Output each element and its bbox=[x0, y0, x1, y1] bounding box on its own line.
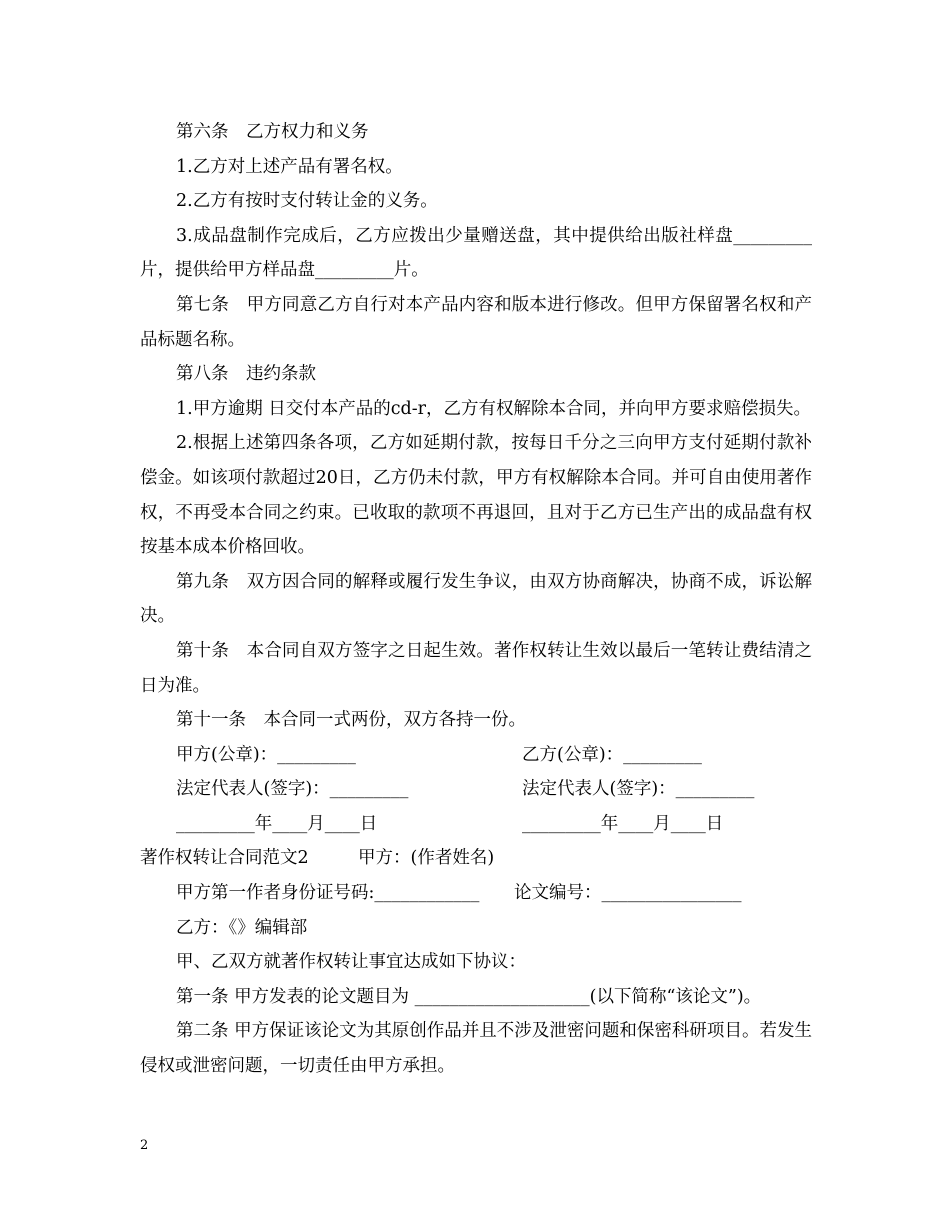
article-11: 第十一条 本合同一式两份，双方各持一份。 bbox=[176, 710, 526, 731]
article-10: 第十条 本合同自双方签字之日起生效。著作权转让生效以最后一笔转让费结清之日为准。 bbox=[140, 640, 812, 696]
author-id-number: 甲方第一作者身份证号码:____________ bbox=[176, 883, 480, 904]
signature-rep-row bbox=[140, 772, 812, 807]
article-7: 第七条 甲方同意乙方自行对本产品内容和版本进行修改。但甲方保留署名权和产品标题名称。 bbox=[140, 294, 812, 350]
article-9: 第九条 双方因合同的解释或履行发生争议，由双方协商解决，协商不成，诉讼解决。 bbox=[140, 571, 812, 627]
article-8-item-1: 1.甲方逾期 日交付本产品的cd-r，乙方有权解除本合同，并向甲方要求赔偿损失。 bbox=[176, 398, 812, 419]
document-body bbox=[140, 115, 812, 1084]
article-8-heading: 第八条 违约条款 bbox=[176, 364, 316, 385]
second-contract-party-a: 甲方：(作者姓名) bbox=[358, 848, 495, 869]
article-6-item-3: 3.成品盘制作完成后，乙方应拨出少量赠送盘，其中提供给出版社样盘_________片，提供给甲方样品盘_________片。 bbox=[140, 225, 812, 281]
signature-seal-row bbox=[140, 738, 812, 773]
paper-number: 论文编号：________________ bbox=[514, 883, 742, 904]
second-contract-title-row bbox=[140, 841, 812, 876]
party-a-seal: 甲方(公章)：_________ bbox=[176, 744, 356, 765]
article-8-item-2: 2.根据上述第四条各项，乙方如延期付款，按每日千分之三向甲方支付延期付款补偿金。如该项付款超过20日，乙方仍未付款，甲方有权解除本合同。并可自由使用著作权，不再受本合同之约束。已收取的款项不再退回，且对于乙方已生产出的成品盘有权按基本成本价格回收。 bbox=[140, 433, 812, 558]
clause-2: 第二条 甲方保证该论文为其原创作品并且不涉及泄密问题和保密科研项目。若发生侵权或泄密问题，一切责任由甲方承担。 bbox=[140, 1021, 812, 1077]
article-6-item-1: 1.乙方对上述产品有署名权。 bbox=[176, 156, 403, 177]
id-row bbox=[140, 876, 812, 911]
article-6-item-2: 2.乙方有按时支付转让金的义务。 bbox=[176, 191, 438, 212]
signature-date-row bbox=[140, 807, 812, 842]
clause-1: 第一条 甲方发表的论文题目为 ____________________(以下简称“该论文”)。 bbox=[176, 986, 762, 1007]
party-b-date: _________年____月____日 bbox=[522, 813, 724, 834]
second-contract-title: 著作权转让合同范文2 bbox=[140, 848, 309, 869]
party-b-representative: 法定代表人(签字)：_________ bbox=[522, 779, 755, 800]
party-b-editorial: 乙方：《》编辑部 bbox=[176, 917, 308, 938]
party-b-seal: 乙方(公章)：_________ bbox=[522, 744, 702, 765]
party-a-date: _________年____月____日 bbox=[176, 813, 378, 834]
agreement-intro: 甲、乙双方就著作权转让事宜达成如下协议： bbox=[176, 952, 526, 973]
page-number: 2 bbox=[140, 1138, 149, 1153]
party-a-representative: 法定代表人(签字)：_________ bbox=[176, 779, 409, 800]
article-6-heading: 第六条 乙方权力和义务 bbox=[176, 122, 369, 142]
